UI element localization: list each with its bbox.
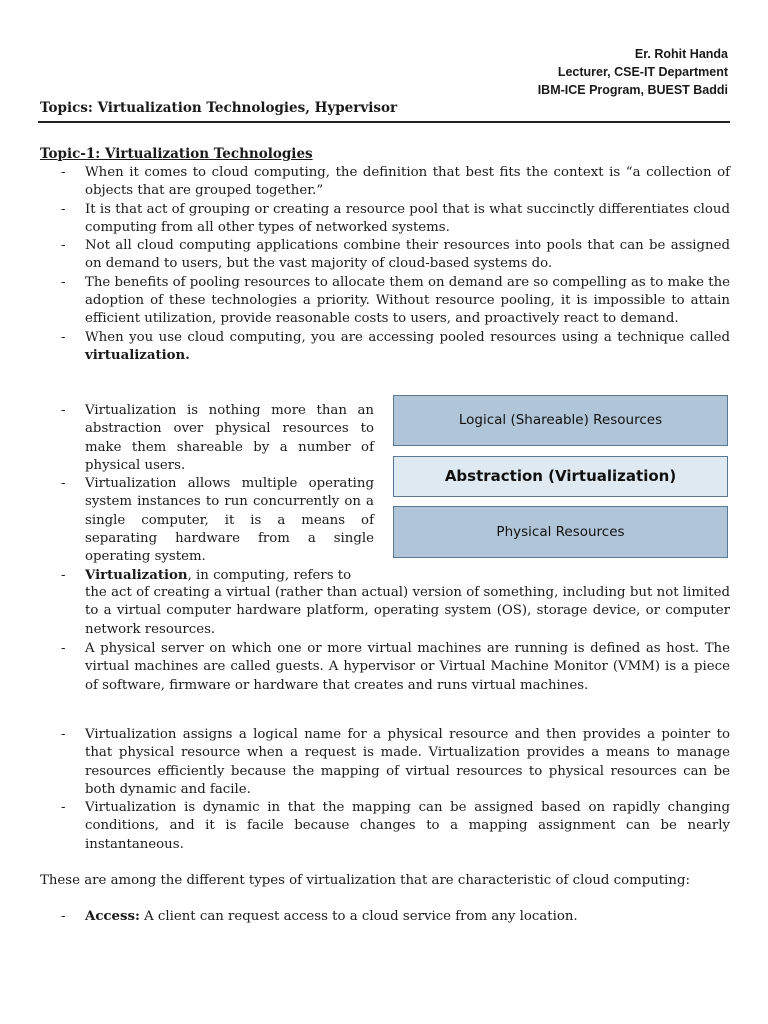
bullet-dash: -	[61, 476, 66, 492]
bold-term: virtualization.	[85, 347, 190, 363]
bullet-dash: -	[61, 274, 66, 290]
bullet-dash: -	[61, 238, 66, 254]
list-item: - A physical server on which one or more virtual machines are running is defined as host. The virtual machines are called guests. A hypervisor or Virtual Machine Monitor (VMM) is a piece of software, firmware or hardware that creates and runs virtual machines.	[61, 641, 730, 693]
list-item: - Virtualization, in computing, refers to	[40, 567, 374, 585]
author-name: Er. Rohit Handa	[634, 47, 728, 61]
bullet-list-mapping	[40, 726, 730, 854]
header-divider	[38, 121, 730, 123]
list-item: - Virtualization is nothing more than an abstraction over physical resources to make them shareable by a number of physical users.	[61, 403, 374, 473]
list-item: - Virtualization is dynamic in that the mapping can be assigned based on rapidly changing conditions, and it is facile because changes to a mapping assignment can be nearly instantaneous.	[61, 800, 730, 852]
bullet-dash: -	[61, 201, 66, 217]
bullet-dash: -	[61, 403, 66, 418]
list-item: - Virtualization allows multiple operating system instances to run concurrently on a single computer, it is a means of separating hardware from a single operating system.	[61, 476, 374, 565]
bullet-dash: -	[61, 800, 66, 816]
abstraction-box: Abstraction (Virtualization)	[393, 456, 728, 497]
bold-term: Virtualization	[85, 567, 188, 583]
bullet-access	[40, 908, 730, 926]
list-item: - The benefits of pooling resources to allocate them on demand are so compelling as to make the adoption of these technologies a priority. Without resource pooling, it is impossible to attain efficient utilization, provide reasonable costs to users, and proactively react to demand.	[61, 274, 730, 327]
author-role: Lecturer, CSE-IT Department	[557, 65, 728, 79]
bullet-dash: -	[61, 329, 66, 345]
list-item: - When you use cloud computing, you are accessing pooled resources using a technique called virtualization.	[61, 329, 730, 363]
bullet-dash: -	[61, 727, 66, 742]
bullet-dash: -	[61, 165, 66, 180]
list-item: - It is that act of grouping or creating a resource pool that is what succinctly differentiates cloud computing from all other types of networked systems.	[61, 201, 730, 235]
topic1-heading: Topic-1: Virtualization Technologies	[40, 146, 313, 162]
bullet-dash: -	[61, 641, 66, 656]
topics-title: Topics: Virtualization Technologies, Hypervisor	[40, 100, 398, 116]
bullet-list-intro	[40, 164, 730, 365]
list-item: - When it comes to cloud computing, the definition that best fits the context is “a collection of objects that are grouped together.”	[61, 165, 730, 199]
bullet-list-abstraction	[40, 402, 374, 585]
virtualization-definition-continued: the act of creating a virtual (rather than actual) version of something, including but not limited to a virtual computer hardware platform, operating system (OS), storage device, or computer network resources.	[85, 585, 730, 637]
bullet-host-guests	[40, 640, 730, 695]
author-header	[538, 45, 728, 99]
bold-term: Access:	[85, 909, 140, 924]
virtualization-diagram	[393, 395, 728, 558]
list-item: - Not all cloud computing applications combine their resources into pools that can be assigned on demand to users, but the vast majority of cloud-based systems do.	[61, 238, 730, 272]
bullet-dash: -	[61, 567, 66, 583]
list-item: - Access: A client can request access to a cloud service from any location.	[40, 908, 730, 926]
bullet-dash: -	[61, 909, 66, 924]
list-item: - Virtualization assigns a logical name for a physical resource and then provides a pointer to that physical resource when a request is made. Virtualization provides a means to manage resources efficiently because the mapping of virtual resources to physical resources can be both dynamic and facile.	[61, 727, 730, 797]
logical-resources-box: Logical (Shareable) Resources	[393, 395, 728, 446]
physical-resources-box: Physical Resources	[393, 506, 728, 558]
closing-paragraph: These are among the different types of virtualization that are characteristic of cloud computing:	[40, 873, 690, 888]
author-program: IBM-ICE Program, BUEST Baddi	[537, 83, 728, 97]
